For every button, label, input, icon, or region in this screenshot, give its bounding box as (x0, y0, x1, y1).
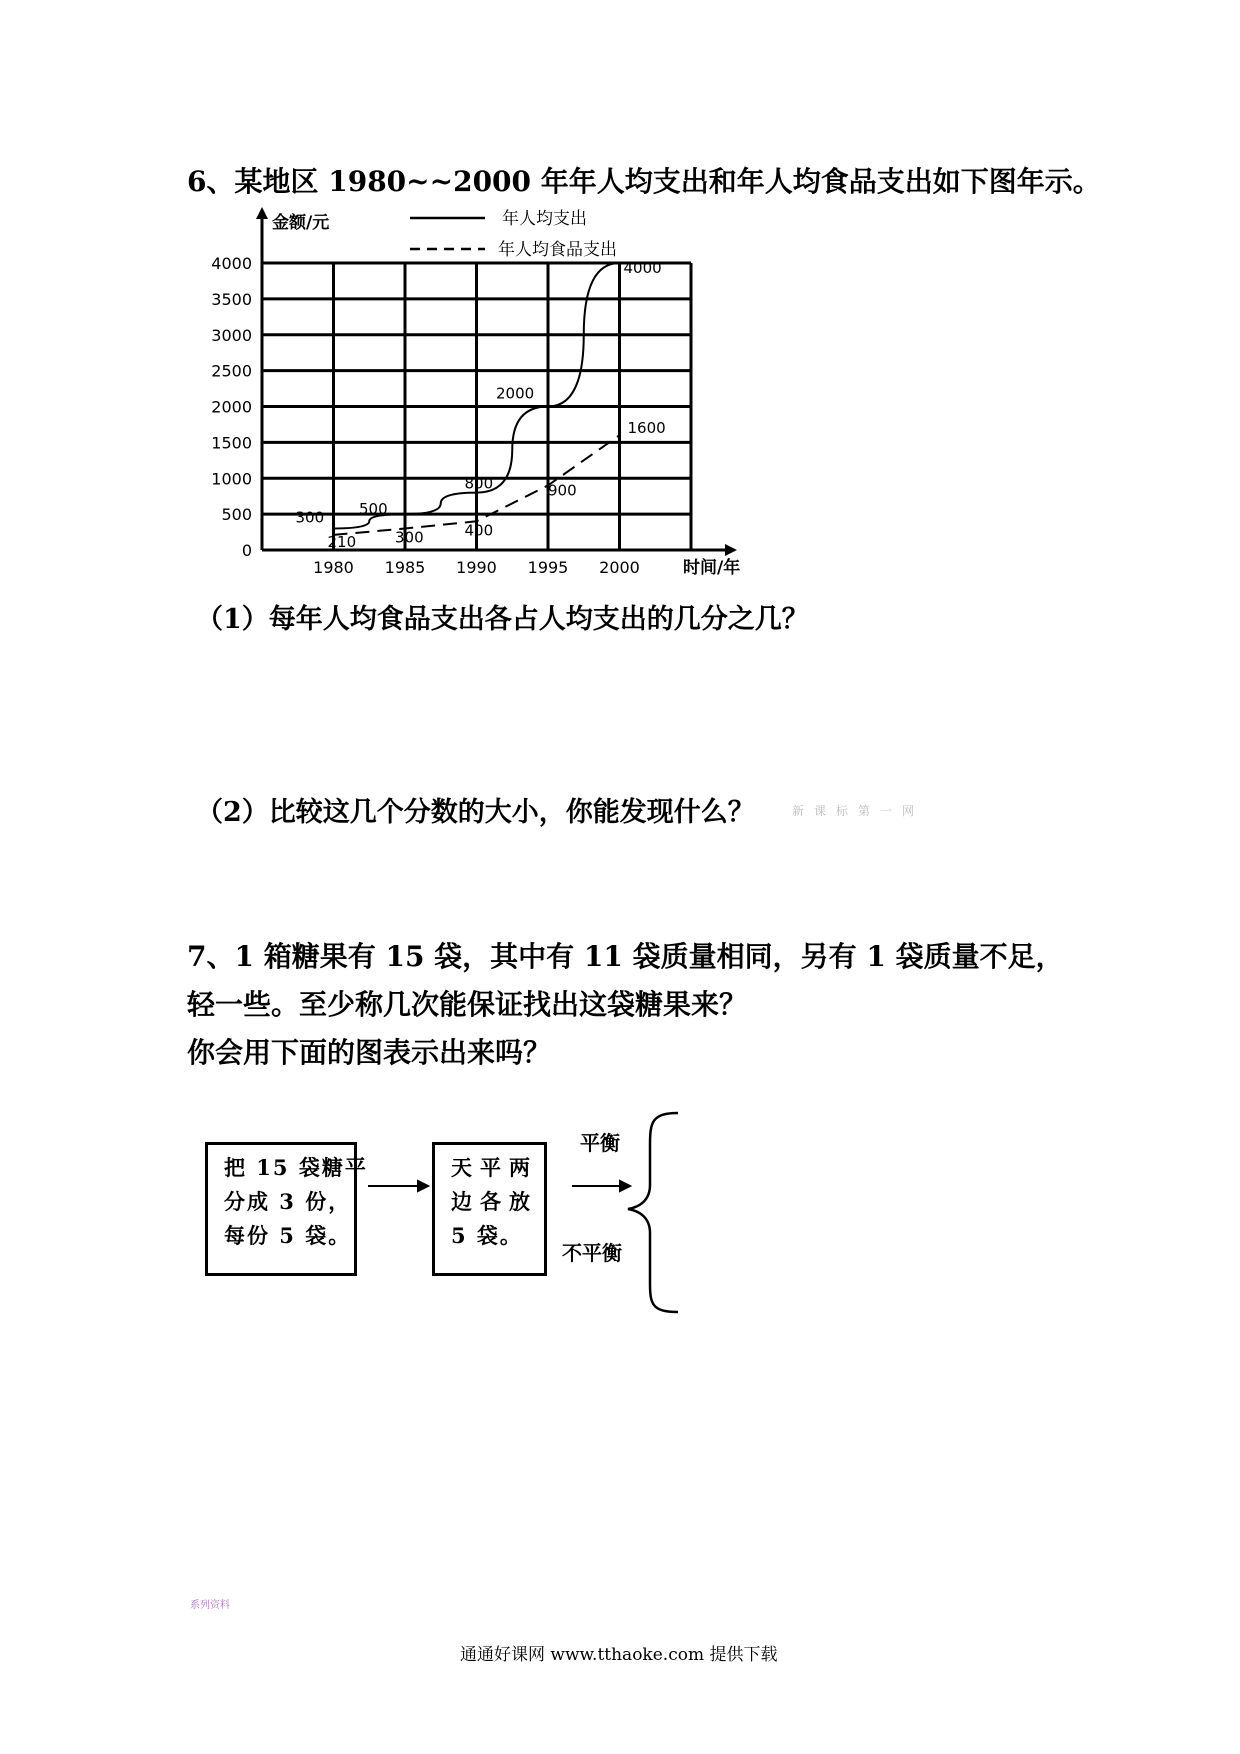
y-tick-label: 4000 (211, 254, 252, 273)
x-tick-label: 1985 (384, 558, 426, 577)
brace-icon (628, 1113, 678, 1312)
x-tick-label: 2000 (599, 558, 640, 577)
y-tick-label: 3500 (211, 289, 252, 309)
data-label-food-expenditure: 900 (548, 481, 577, 500)
x-axis-arrow-icon (725, 544, 737, 556)
question-6-title: 6、某地区 1980~~2000 年年人均支出和年人均食品支出如下图年示。 (187, 165, 1101, 198)
y-tick-label: 500 (221, 505, 252, 525)
legend-label-total-expenditure: 年人均支出 (502, 209, 587, 229)
data-label-total-expenditure: 2000 (496, 384, 535, 403)
step-box-weigh-line: 5 袋。 (451, 1223, 523, 1248)
legend-label-food-expenditure: 年人均食品支出 (498, 240, 617, 260)
x-tick-label: 1980 (313, 558, 354, 577)
step-box-split-line: 把 15 袋糖平 (224, 1155, 368, 1180)
x-axis-label: 时间/年 (683, 558, 741, 578)
step-box-split-line: 分成 3 份， (224, 1189, 352, 1214)
x-tick-label: 1995 (527, 558, 569, 577)
data-label-total-expenditure: 300 (295, 508, 325, 527)
watermark-text: 新课标第一网 (792, 804, 925, 818)
page-footer: 通通好课网 www.tthaoke.com 提供下载 (460, 1645, 778, 1665)
y-axis-arrow-icon (256, 207, 268, 219)
data-label-food-expenditure: 300 (395, 528, 424, 547)
chart-labels (296, 259, 666, 551)
y-tick-label: 2000 (211, 397, 252, 417)
question-7-line-3: 你会用下面的图表示出来吗？ (187, 1036, 552, 1069)
question-6-part-1: （1）每年人均食品支出各占人均支出的几分之几？ (196, 604, 809, 635)
y-tick-label: 1500 (211, 433, 252, 453)
data-label-total-expenditure: 800 (464, 474, 494, 493)
question-7-line-1: 7、1 箱糖果有 15 袋，其中有 11 袋质量相同，另有 1 袋质量不足， (187, 940, 1064, 973)
step-box-weigh-line: 天平两 (451, 1155, 538, 1180)
data-label-total-expenditure: 500 (359, 500, 388, 519)
arrow-1 (368, 1181, 428, 1191)
chart-grid (262, 263, 691, 550)
step-box-split (205, 1142, 368, 1276)
data-label-food-expenditure: 400 (464, 521, 494, 540)
y-axis-label: 金额/元 (272, 213, 330, 233)
x-tick-label: 1990 (456, 558, 497, 577)
y-tick-label: 1000 (211, 469, 252, 489)
data-label-food-expenditure: 1600 (627, 419, 666, 438)
branch-label-balanced: 平衡 (580, 1131, 620, 1155)
chart-legend (410, 208, 617, 260)
data-label-food-expenditure: 210 (327, 532, 357, 551)
data-label-total-expenditure: 4000 (623, 259, 662, 277)
y-tick-label: 2500 (211, 361, 252, 381)
arrow-2 (572, 1181, 630, 1191)
step-box-weigh-line: 边各放 (451, 1189, 538, 1214)
y-tick-label: 0 (241, 541, 252, 560)
step-box-split-line: 每份 5 袋。 (224, 1223, 352, 1248)
question-7-line-2: 轻一些。至少称几次能保证找出这袋糖果来？ (187, 988, 748, 1021)
y-tick-label: 3000 (211, 325, 252, 345)
branch-label-unbalanced: 不平衡 (562, 1241, 622, 1265)
step-box-weigh (432, 1142, 547, 1276)
question-6-part-2: （2）比较这几个分数的大小，你能发现什么？ (196, 797, 755, 828)
expenditure-line-chart (180, 205, 780, 580)
side-mark: 系列资料 (190, 1600, 230, 1611)
